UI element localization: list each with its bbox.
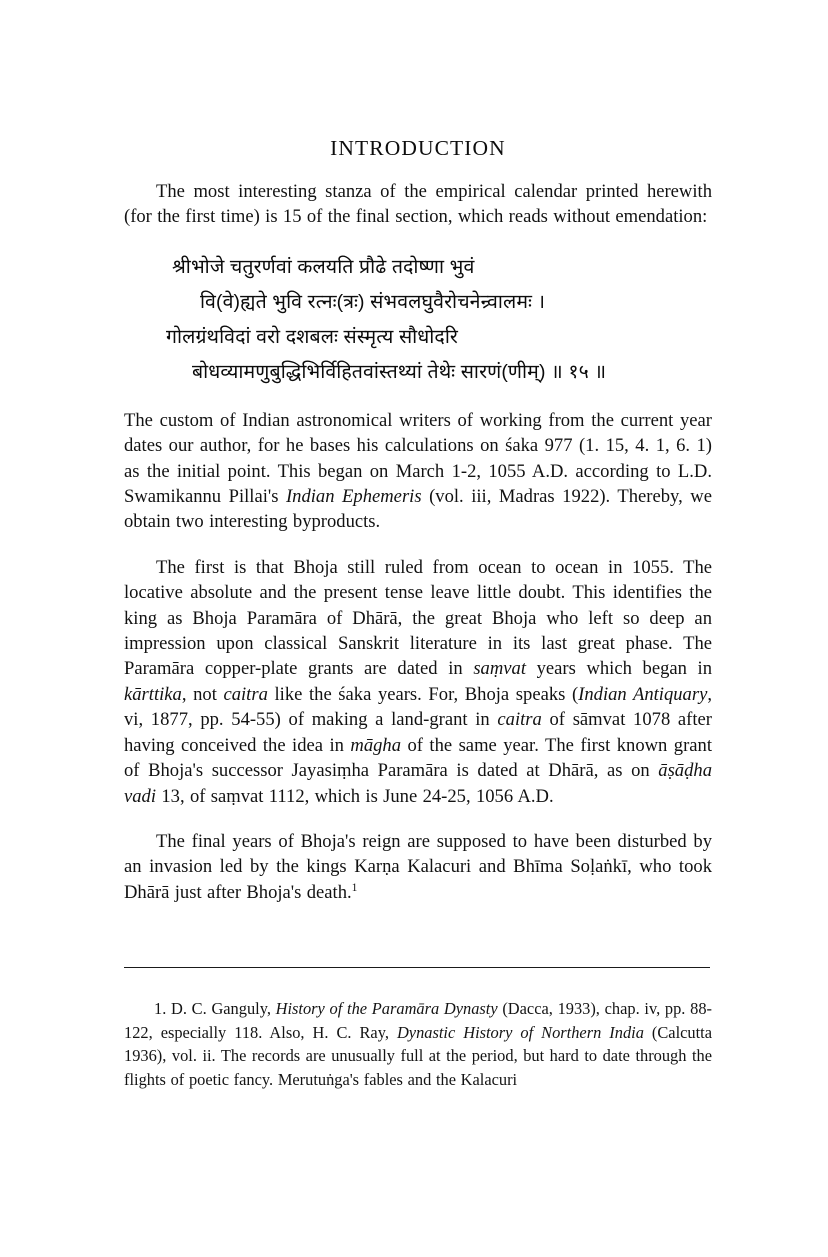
verse-line-4: बोधव्यामणुबुद्धिभिर्विहितवांस्तथ्यां तेथेः सारणं(णीम्) ॥ १५ ॥	[192, 360, 607, 383]
para3-segment-3: , not	[181, 683, 224, 705]
footnote-italic-paramara-dynasty: History of the Paramāra Dynasty	[275, 999, 498, 1019]
footnote-text	[124, 997, 712, 1091]
para3-segment-6: of sāmvat 1078 after having conceived the idea in	[124, 709, 712, 756]
paragraph-bhoja-rule	[124, 555, 712, 809]
para3-italic-caitra-1: caitra	[223, 683, 268, 705]
footnote-number: 1.	[154, 999, 167, 1019]
para3-italic-caitra-2: caitra	[497, 709, 542, 731]
para3-segment-4: like the śaka years. For, Bhoja speaks (	[267, 683, 579, 705]
para2-segment-2: (vol. iii, Madras 1922). Thereby, we obtain two interesting byproducts.	[124, 486, 712, 533]
paragraph-saka-date	[124, 408, 712, 535]
footnote-segment-3: (Calcutta 1936), vol. ii. The records are unusually full at the period, but hard to date through the flights of poetic fancy. Merutuṅga's fables and the Kalacuri	[124, 1022, 712, 1089]
footnote-segment-1: D. C. Ganguly,	[166, 999, 276, 1019]
verse-line-3: गोलग्रंथविदां वरो दशबलः संस्मृत्य सौधोदरि	[166, 325, 459, 348]
para3-segment-5: , vi, 1877, pp. 54-55) of making a land-grant in	[124, 683, 712, 731]
intro-paragraph: The most interesting stanza of the empirical calendar printed herewith (for the first time) is 15 of the final section, which reads without emendation:	[124, 181, 712, 228]
para4-segment-1: The final years of Bhoja's reign are supposed to have been disturbed by an invasion led by the kings Karṇa Kalacuri and Bhīma Soḷaṅkī, who took Dhārā just after Bhoja's death.	[124, 830, 712, 903]
para2-segment-1: The custom of Indian astronomical writers of working from the current year dates our author, for he bases his calculations on śaka 977 (1. 15, 4. 1, 6. 1) as the initial point. This began on March 1-2, 1055 A.D. according to L.D. Swamikannu Pillai's	[124, 409, 712, 508]
para3-segment-2: years which began in	[526, 658, 712, 680]
para3-italic-indian-antiquary: Indian Antiquary	[578, 683, 708, 705]
page-content	[124, 136, 712, 1089]
verse-line-1: श्रीभोजे चतुरर्णवां कलयति प्रौढे तदोष्णा भुवं	[172, 255, 475, 278]
para3-segment-1: The first is that Bhoja still ruled from ocean to ocean in 1055. The locative absolute and the present tense leave little doubt. This identifies the king as Bhoja Paramāra of Dhārā, the great Bhoja who left so deep an impression upon classical Sanskrit literature in its last great phase. The Paramāra copper-plate grants are dated in	[124, 556, 712, 680]
para3-italic-karttika: kārttika	[124, 683, 182, 705]
paragraph-spacer	[124, 809, 712, 829]
sanskrit-verse-block	[124, 250, 712, 390]
para3-italic-magha: māgha	[350, 734, 402, 756]
paragraph-spacer	[124, 535, 712, 555]
page-title: INTRODUCTION	[330, 136, 506, 160]
para3-italic-asadha-vadi: āṣāḍha vadi	[124, 760, 712, 807]
para3-italic-samvat: saṃvat	[473, 658, 526, 680]
footnote-separator-rule	[124, 967, 710, 968]
footnote-segment-2: (Dacca, 1933), chap. iv, pp. 88-122, especially 118. Also, H. C. Ray,	[124, 999, 712, 1042]
para3-segment-7: of the same year. The first known grant of Bhoja's successor Jayasiṃha Paramāra is dated at Dhārā, as on	[124, 734, 712, 782]
verse-line-2: वि(वे)ह्यते भुवि रत्नः(त्रः) संभवलघुवैरोचनेन्र्वालमः ।	[200, 290, 546, 313]
footnote-italic-dynastic-history: Dynastic History of Northern India	[396, 1022, 644, 1042]
para2-italic-ephemeris: Indian Ephemeris	[285, 486, 422, 508]
footnote-reference-marker[interactable]: 1	[351, 881, 358, 894]
paragraph-final-years	[124, 829, 712, 905]
para3-segment-8: 13, of saṃvat 1112, which is June 24-25, 1056 A.D.	[156, 785, 554, 807]
